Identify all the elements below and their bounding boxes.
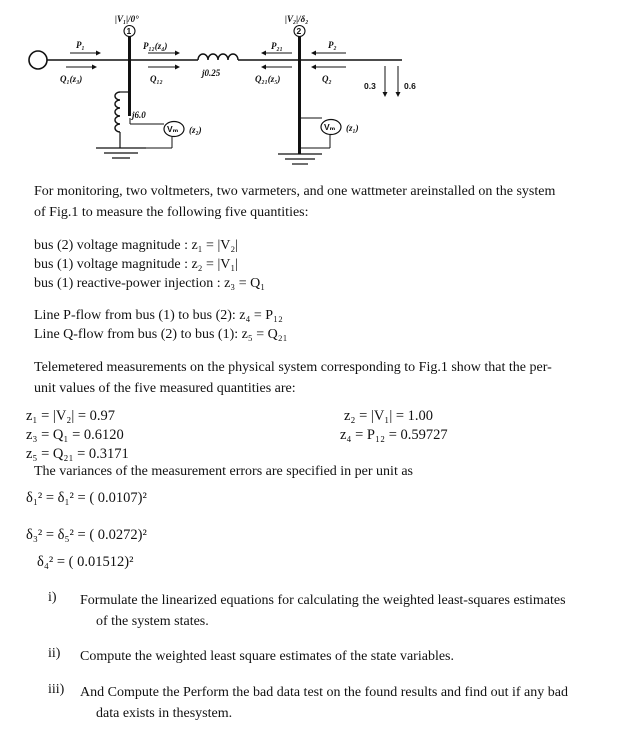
telemetered-line: unit values of the five measured quantities are: [34, 381, 296, 396]
shunt-inductor [115, 92, 120, 132]
telemetered-paragraph [34, 357, 552, 399]
value-z1: z₁ = |V₂| = 0.97 [26, 408, 116, 424]
one-line-diagram [0, 0, 636, 178]
q12-label: Q₁₂ [150, 74, 163, 84]
variance-1: δ₁² = δ₁² = ( 0.0107)² [26, 490, 147, 506]
p2-label: P₂ [328, 40, 337, 50]
q1-z3-label: Q₁(z₃) [60, 74, 83, 84]
value-z4: z₄ = P₁₂ = 0.59727 [340, 427, 448, 443]
bus-1-voltage-label: |V₁|/0° [115, 14, 139, 24]
load-p-label: 0.3 [364, 81, 376, 91]
question-line: of the system states. [96, 614, 209, 629]
bus-2-voltage-label: |V₂|/δ₂ [285, 14, 309, 24]
value-z2: z₂ = |V₁| = 1.00 [344, 408, 434, 424]
ground-symbol-bus-1 [96, 148, 146, 158]
question-line: And Compute the Perform the bad data test on the found results and find out if any bad [80, 685, 568, 700]
quantity-item: bus (1) reactive-power injection : z₃ = Q₁ [34, 276, 266, 291]
quantity-item: bus (2) voltage magnitude : z₁ = |V₂| [34, 238, 239, 253]
variance-intro: The variances of the measurement errors are specified in per unit as [34, 464, 413, 479]
value-z5: z₅ = Q₂₁ = 0.3171 [26, 446, 129, 462]
variance-2: δ₃² = δ₅² = ( 0.0272)² [26, 527, 147, 543]
variance-3: δ₄² = ( 0.01512)² [37, 554, 134, 570]
flows-list [34, 306, 288, 344]
q2-label: Q₂ [322, 74, 332, 84]
question-number: iii) [48, 682, 65, 697]
question-number: i) [48, 590, 57, 605]
question-number: ii) [48, 646, 61, 661]
voltmeter-2-label: Vₘ [324, 122, 336, 132]
line-reactance-label: j0.25 [202, 68, 221, 78]
telemetered-line: Telemetered measurements on the physical system corresponding to Fig.1 show that the per- [34, 360, 552, 375]
voltmeter-2-z-label: (z₁) [346, 123, 359, 133]
question-line: Compute the weighted least square estimates of the state variables. [80, 649, 454, 664]
voltmeter-1-label: Vₘ [167, 124, 179, 134]
bus-2-bar [298, 36, 301, 154]
bus-2-number: 2 [296, 26, 302, 37]
p12-z4-label: P₁₂(z₄) [143, 41, 168, 51]
value-z3: z₃ = Q₁ = 0.6120 [26, 427, 124, 443]
p1-label: P₁ [76, 40, 85, 50]
intro-line: of Fig.1 to measure the following five quantities: [34, 205, 309, 220]
flow-item: Line Q-flow from bus (2) to bus (1): z₅ = Q₂₁ [34, 327, 288, 342]
ground-symbol-bus-2 [278, 154, 322, 164]
bus-1-number: 1 [126, 26, 132, 37]
q21-z5-label: Q₂₁(z₅) [255, 74, 281, 84]
question-text [80, 646, 454, 667]
p21-label: P₂₁ [271, 41, 283, 51]
question-text [80, 682, 568, 724]
voltmeter-1-z-label: (z₂) [189, 125, 202, 135]
generator-symbol [29, 51, 47, 69]
quantity-item: bus (1) voltage magnitude : z₂ = |V₁| [34, 257, 239, 272]
intro-paragraph [34, 181, 555, 223]
question-line: Formulate the linearized equations for calculating the weighted least-squares estimates [80, 593, 566, 608]
question-text [80, 590, 566, 632]
question-line: data exists in thesystem. [96, 706, 233, 721]
shunt-reactance-label: j6.0 [132, 110, 146, 120]
flow-item: Line P-flow from bus (1) to bus (2): z₄ = P₁₂ [34, 308, 283, 323]
load-q-label: 0.6 [404, 81, 416, 91]
intro-line: For monitoring, two voltmeters, two varmeters, and one wattmeter areinstalled on the system [34, 184, 556, 199]
line-inductor [198, 54, 238, 60]
quantities-list [34, 236, 265, 293]
